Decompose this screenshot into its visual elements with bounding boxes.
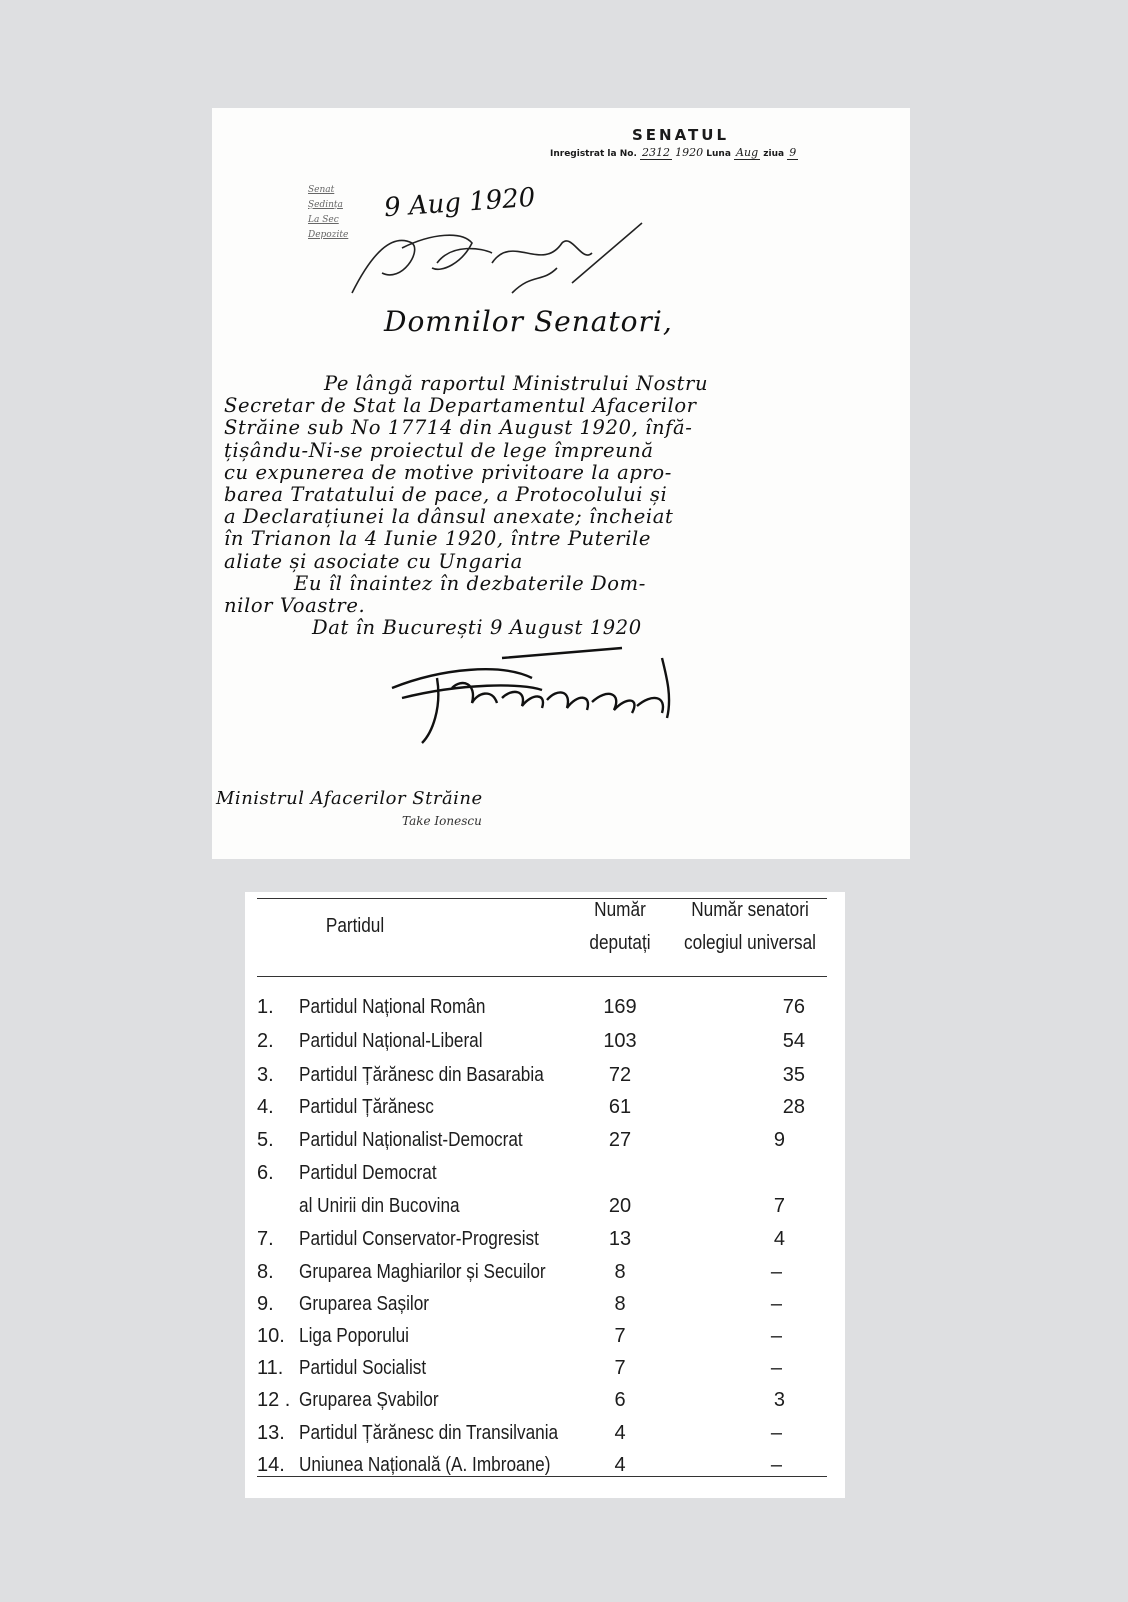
row-party: Partidul Național Român	[299, 996, 486, 1018]
row-party: Partidul Țărănesc din Transilvania	[299, 1422, 559, 1444]
letter-line: Dat în București 9 August 1920	[312, 616, 642, 640]
header-senators-line1: Număr senatori	[691, 899, 809, 921]
row-number: 11.	[257, 1357, 284, 1379]
row-number: 6.	[257, 1162, 274, 1184]
row-deputies: 103	[603, 1030, 637, 1052]
row-deputies: 7	[614, 1325, 626, 1347]
row-deputies: 27	[608, 1129, 632, 1151]
row-number: 3.	[257, 1064, 274, 1086]
row-party: Partidul Țărănesc din Basarabia	[299, 1064, 544, 1086]
stamp-line: Ședința	[308, 200, 343, 210]
row-deputies: 61	[608, 1096, 632, 1118]
row-deputies: 13	[608, 1228, 632, 1250]
row-deputies: 72	[608, 1064, 632, 1086]
row-party: Partidul Conservator-Progresist	[299, 1228, 539, 1250]
table-rule-header	[257, 976, 827, 977]
row-senators: 7	[773, 1195, 785, 1217]
stamp-date: 9 Aug 1920	[383, 182, 537, 224]
minister-signature: Take Ionescu	[402, 814, 482, 828]
row-deputies: 6	[614, 1389, 626, 1411]
letter-line: a Declarațiunei la dânsul anexate; încheiat	[224, 505, 674, 529]
table-row	[245, 1352, 845, 1384]
row-number: 5.	[257, 1129, 274, 1151]
row-party: Gruparea Șvabilor	[299, 1389, 439, 1411]
table-row	[245, 1190, 845, 1222]
row-number: 9.	[257, 1293, 274, 1315]
registration-year: 1920	[675, 146, 704, 159]
row-number: 2.	[257, 1030, 274, 1052]
header-deputies-line2: deputați	[589, 932, 651, 954]
registration-prefix: Inregistrat la No.	[550, 149, 637, 159]
row-senators: 3	[773, 1389, 785, 1411]
row-party: al Unirii din Bucovina	[299, 1195, 460, 1217]
row-number: 13.	[257, 1422, 285, 1444]
letter-line: barea Tratatului de pace, a Protocolului și	[224, 483, 668, 507]
row-party: Partidul Socialist	[299, 1357, 427, 1379]
header-party: Partidul	[325, 915, 385, 937]
letter-line: nilor Voastre.	[224, 594, 366, 618]
letter-line: Străine sub No 17714 din August 1920, înfă-	[224, 416, 693, 440]
row-senators: –	[770, 1293, 782, 1315]
row-party: Uniunea Națională (A. Imbroane)	[299, 1454, 551, 1476]
letter-line: Eu îl înaintez în dezbaterile Dom-	[294, 571, 646, 595]
row-party: Partidul Țărănesc	[299, 1096, 434, 1118]
registration-day-label: ziua	[763, 149, 785, 159]
royal-signature-icon	[382, 628, 712, 748]
row-senators: –	[770, 1325, 782, 1347]
letter-body	[224, 373, 904, 639]
stamp-line: Senat	[308, 185, 335, 195]
row-party: Partidul Național-Liberal	[299, 1030, 483, 1052]
row-party: Liga Poporului	[299, 1325, 409, 1347]
letter-header: SENATUL	[632, 126, 730, 144]
letter-line: cu expunerea de motive privitoare la apro-	[224, 460, 672, 484]
letter-line: aliate și asociate cu Ungaria	[224, 549, 523, 573]
row-deputies: 8	[614, 1293, 626, 1315]
row-number: 7.	[257, 1228, 274, 1250]
row-senators: –	[770, 1261, 782, 1283]
letter-scan	[212, 108, 910, 859]
minister-title: Ministrul Afacerilor Străine	[216, 788, 483, 809]
row-senators: 76	[782, 996, 805, 1018]
letter-line: Pe lângă raportul Ministrului Nostru	[324, 372, 709, 395]
table-row	[245, 1124, 845, 1156]
registration-line	[550, 146, 840, 159]
row-deputies: 169	[603, 996, 637, 1018]
registration-month: Aug	[736, 146, 759, 159]
row-party: Gruparea Maghiarilor și Secuilor	[299, 1261, 546, 1283]
row-deputies: 7	[614, 1357, 626, 1379]
election-results-table	[245, 892, 845, 1498]
row-deputies: 8	[614, 1261, 626, 1283]
row-party: Partidul Naționalist-Democrat	[299, 1129, 523, 1151]
table-row	[245, 1157, 845, 1189]
table-row	[245, 991, 845, 1023]
row-senators: –	[770, 1422, 782, 1444]
letter-line: țișându-Ni-se proiectul de lege împreună	[224, 438, 654, 462]
row-deputies: 20	[608, 1195, 632, 1217]
table-rule-bottom	[257, 1476, 827, 1477]
row-senators: 35	[782, 1064, 805, 1086]
table-row	[245, 1384, 845, 1416]
row-party: Partidul Democrat	[299, 1162, 437, 1184]
row-senators: 54	[782, 1030, 805, 1052]
secretary-signature-icon	[342, 213, 662, 308]
row-deputies: 4	[614, 1422, 626, 1444]
row-number: 8.	[257, 1261, 274, 1283]
letter-line: în Trianon la 4 Iunie 1920, între Puterile	[224, 527, 652, 551]
registration-day: 9	[789, 146, 797, 159]
row-number: 1.	[257, 996, 274, 1018]
letter-line: Secretar de Stat la Departamentul Afacerilor	[224, 394, 697, 418]
row-number: 10.	[257, 1325, 285, 1347]
letter-salutation: Domnilor Senatori,	[384, 305, 673, 338]
table-row	[245, 1059, 845, 1091]
table-row	[245, 1256, 845, 1288]
row-number: 4.	[257, 1096, 274, 1118]
row-senators: 4	[773, 1228, 785, 1250]
row-party: Gruparea Sașilor	[299, 1293, 430, 1315]
row-deputies: 4	[614, 1454, 626, 1476]
stamp-line: La Sec	[308, 215, 339, 225]
header-deputies-line1: Număr	[594, 899, 646, 921]
row-senators: –	[770, 1454, 782, 1476]
row-number: 12 .	[257, 1389, 291, 1411]
registration-number: 2312	[642, 146, 670, 159]
stamp-line: Depozite	[308, 230, 349, 240]
table-row	[245, 1288, 845, 1320]
registration-month-label: Luna	[706, 149, 731, 159]
row-senators: –	[770, 1357, 782, 1379]
header-senators-line2: colegiul universal	[684, 932, 816, 954]
table-row	[245, 1417, 845, 1449]
row-senators: 9	[773, 1129, 785, 1151]
table-row	[245, 1025, 845, 1057]
table-row	[245, 1223, 845, 1255]
table-row	[245, 1320, 845, 1352]
table-row	[245, 1091, 845, 1123]
row-senators: 28	[782, 1096, 805, 1118]
row-number: 14.	[257, 1454, 285, 1476]
